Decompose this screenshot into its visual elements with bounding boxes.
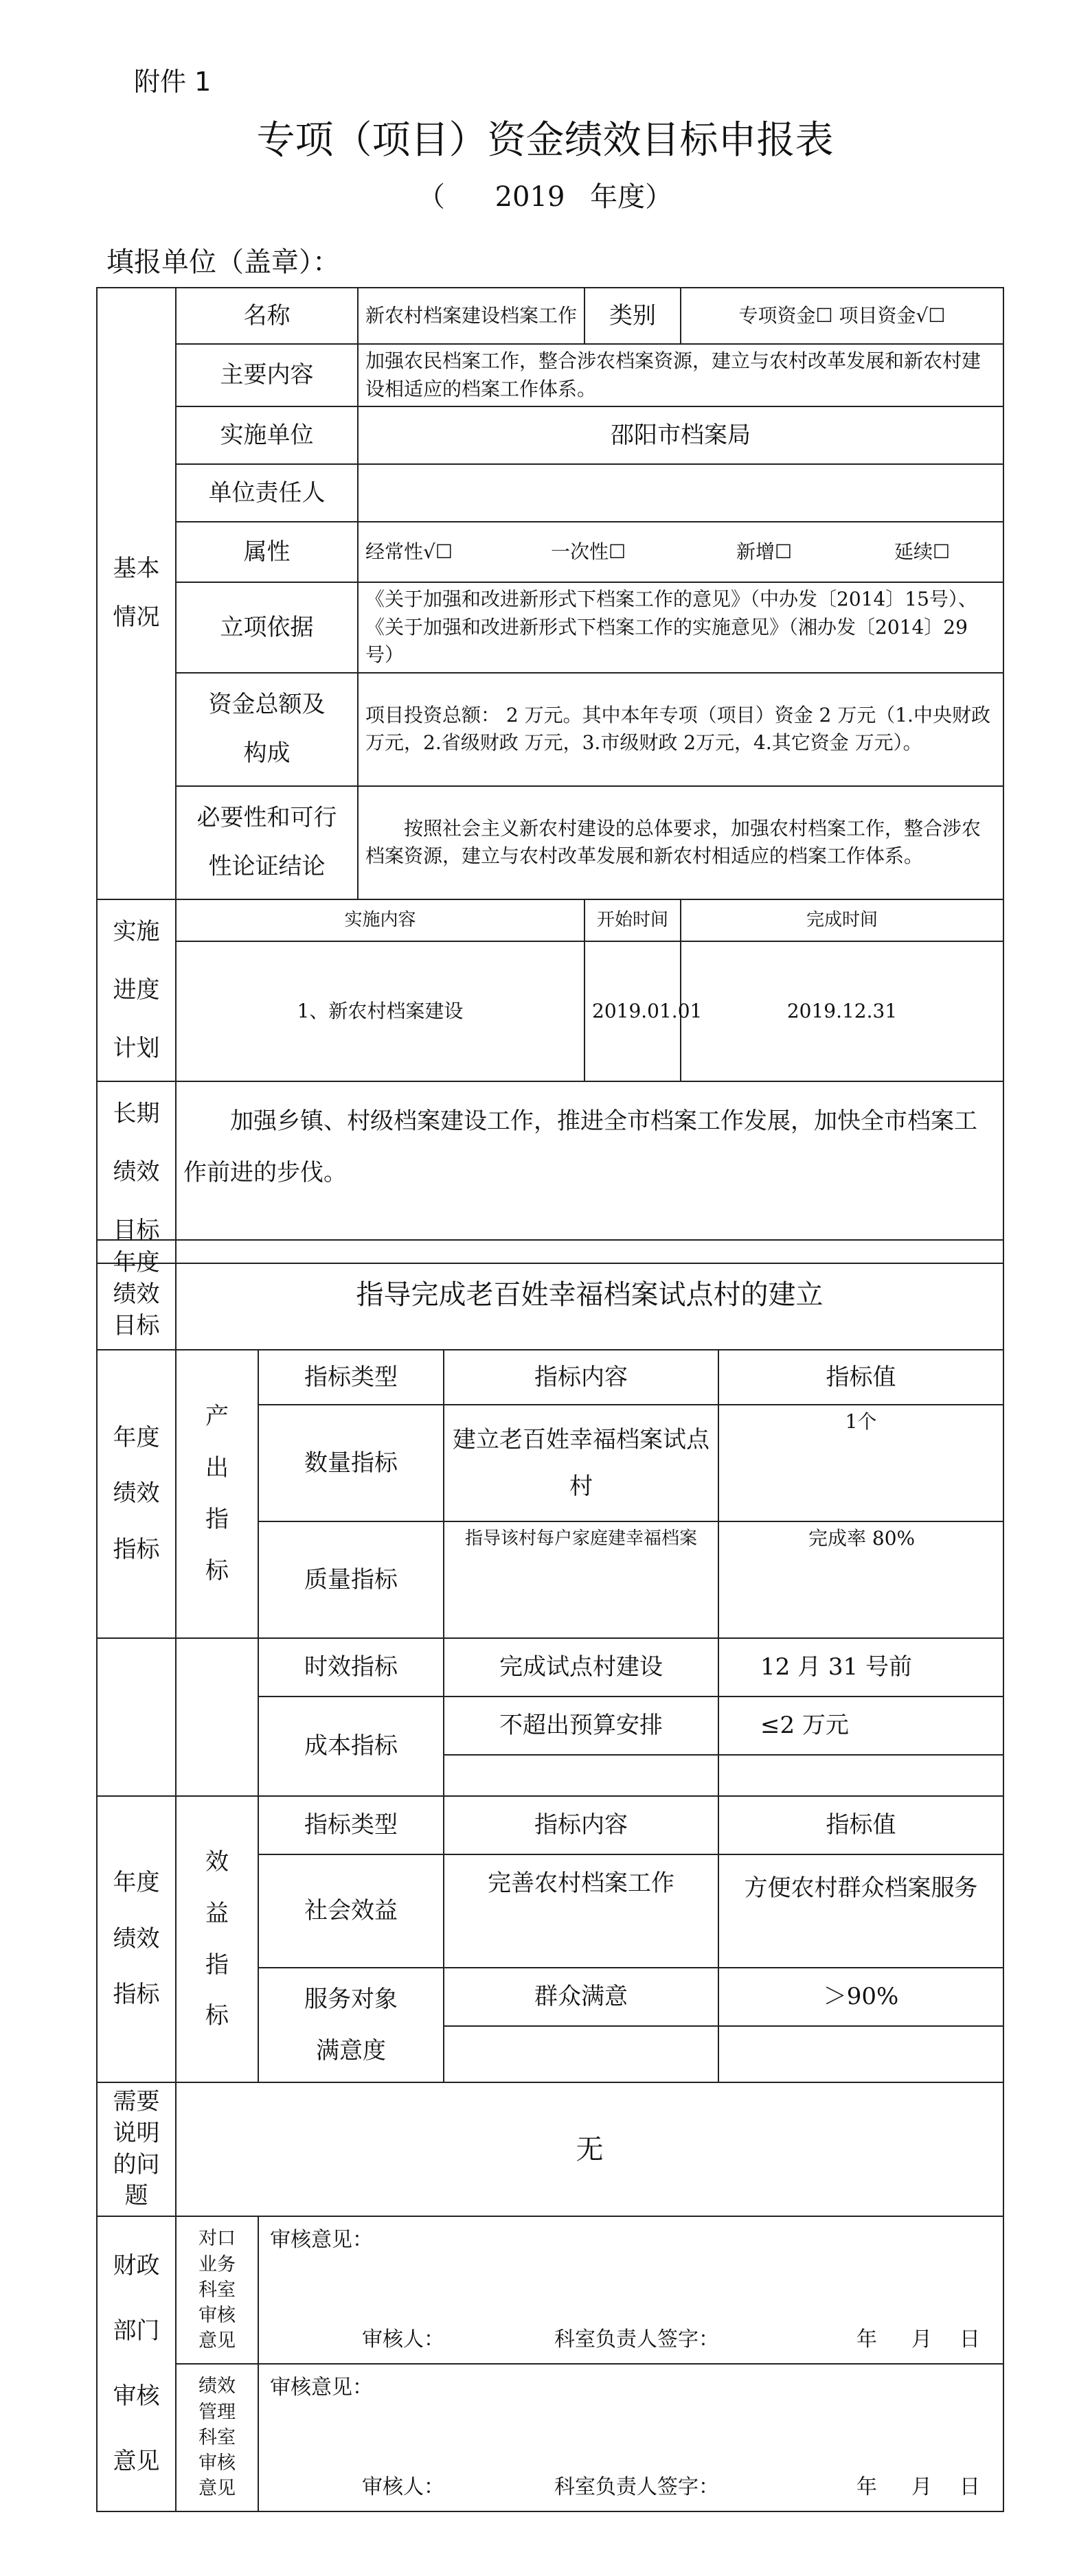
content-value: 加强农民档案工作，整合涉农档案资源，建立与农村改革发展和新农村建设相适应的档案工作体系。 <box>358 344 1003 406</box>
longterm-section-label: 长期 绩效 目标 <box>97 1081 176 1263</box>
cost-type: 成本指标 <box>258 1697 444 1796</box>
review2-opinion-label: 审核意见： <box>270 2376 373 2400</box>
year-open: （ <box>417 181 445 213</box>
basic-info-table <box>96 287 1004 1264</box>
review2-reviewer: 审核人： <box>362 2475 444 2499</box>
basis-label: 立项依据 <box>176 582 358 673</box>
review2-box <box>258 2364 1003 2511</box>
attr-new: 新增☐ <box>736 540 793 563</box>
review1-dept-label: 对口 业务 科室 审核 意见 <box>176 2216 258 2364</box>
attribute-options <box>358 522 1003 582</box>
output-extra-blank-2 <box>176 1638 258 1796</box>
schedule-header-end: 完成时间 <box>681 899 1003 941</box>
review2-head-sign: 科室负责人签字： <box>554 2475 719 2499</box>
attachment-label: 附件 1 <box>134 67 212 97</box>
impl-unit-label: 实施单位 <box>176 406 358 464</box>
social-type: 社会效益 <box>258 1854 444 1968</box>
review1-box <box>258 2216 1003 2364</box>
review2-month: 月 <box>911 2475 932 2499</box>
satisfaction-type: 服务对象 满意度 <box>258 1968 444 2082</box>
quality-value: 完成率 80% <box>718 1521 1003 1638</box>
finance-section-label: 财政 部门 审核 意见 <box>97 2216 176 2511</box>
timeliness-type: 时效指标 <box>258 1638 444 1697</box>
review2-dept-label: 绩效 管理 科室 审核 意见 <box>176 2364 258 2511</box>
satisfaction-content-blank <box>444 2026 718 2082</box>
basis-value: 《关于加强和改进新形式下档案工作的意见》（中办发〔2014〕15号）、《关于加强和改进新形式下档案工作的实施意见》（湘办发〔2014〕29号） <box>358 582 1003 673</box>
impl-unit-value: 邵阳市档案局 <box>358 406 1003 464</box>
review2-year: 年 <box>856 2475 877 2499</box>
review1-opinion-label: 审核意见： <box>270 2228 373 2252</box>
funds-value: 项目投资总额： 2 万元。其中本年专项（项目）资金 2 万元（1.中央财政 万元，2.省级财政 万元，3.市级财政 2万元，4.其它资金 万元）。 <box>358 673 1003 786</box>
review1-year: 年 <box>856 2327 877 2351</box>
notes-text: 无 <box>176 2082 1003 2216</box>
cost-content-blank <box>444 1755 718 1796</box>
category-value: 专项资金☐ 项目资金√☐ <box>681 288 1003 344</box>
quantity-content: 建立老百姓幸福档案试点村 <box>444 1405 718 1521</box>
schedule-row-end: 2019.12.31 <box>681 941 1003 1081</box>
form-year <box>0 175 1090 214</box>
name-label: 名称 <box>176 288 358 344</box>
filling-unit-label: 填报单位（盖章）： <box>106 246 340 278</box>
benefit-header-value: 指标值 <box>718 1796 1003 1854</box>
annual-goal-text: 指导完成老百姓幸福档案试点村的建立 <box>176 1240 1003 1350</box>
review1-month: 月 <box>911 2327 932 2351</box>
review1-reviewer: 审核人： <box>362 2327 444 2351</box>
performance-table <box>96 1239 1004 2512</box>
schedule-row-start: 2019.01.01 <box>584 941 681 1081</box>
satisfaction-value: ＞90% <box>718 1968 1003 2026</box>
output-section-label: 年度 绩效 指标 <box>97 1350 176 1638</box>
benefit-header-type: 指标类型 <box>258 1796 444 1854</box>
content-label: 主要内容 <box>176 344 358 406</box>
cost-content: 不超出预算安排 <box>444 1697 718 1755</box>
annual-goal-section-label: 年度 绩效 目标 <box>97 1240 176 1350</box>
schedule-section-label: 实施 进度 计划 <box>97 899 176 1081</box>
responsible-label: 单位责任人 <box>176 464 358 522</box>
attr-continued: 延续☐ <box>894 540 951 563</box>
schedule-header-content: 实施内容 <box>176 899 584 941</box>
form-title: 专项（项目）资金绩效目标申报表 <box>256 118 834 163</box>
output-header-content: 指标内容 <box>444 1350 718 1405</box>
benefit-header-content: 指标内容 <box>444 1796 718 1854</box>
necessity-label: 必要性和可行 性论证结论 <box>176 786 358 899</box>
attribute-label: 属性 <box>176 522 358 582</box>
output-sub-label: 产 出 指 标 <box>176 1350 258 1638</box>
cost-value-blank <box>718 1755 1003 1796</box>
cost-value: ≤2 万元 <box>718 1697 1003 1755</box>
schedule-row-content: 1、新农村档案建设 <box>176 941 584 1081</box>
timeliness-value: 12 月 31 号前 <box>718 1638 1003 1697</box>
satisfaction-value-blank <box>718 2026 1003 2082</box>
benefit-sub-label: 效 益 指 标 <box>176 1796 258 2082</box>
year-label: 年度） <box>590 181 673 213</box>
schedule-header-start: 开始时间 <box>584 899 681 941</box>
quantity-value: 1个 <box>718 1405 1003 1521</box>
output-header-type: 指标类型 <box>258 1350 444 1405</box>
quality-type: 质量指标 <box>258 1521 444 1638</box>
category-label: 类别 <box>584 288 681 344</box>
social-value: 方便农村群众档案服务 <box>718 1854 1003 1968</box>
output-extra-blank-1 <box>97 1638 176 1796</box>
funds-label: 资金总额及 构成 <box>176 673 358 786</box>
social-content: 完善农村档案工作 <box>444 1854 718 1968</box>
review1-head-sign: 科室负责人签字： <box>554 2327 719 2351</box>
satisfaction-content: 群众满意 <box>444 1968 718 2026</box>
year-value: 2019 <box>495 181 565 213</box>
review1-day: 日 <box>960 2327 980 2351</box>
output-header-value: 指标值 <box>718 1350 1003 1405</box>
quantity-type: 数量指标 <box>258 1405 444 1521</box>
attr-onetime: 一次性☐ <box>551 540 626 563</box>
responsible-value <box>358 464 1003 522</box>
name-value: 新农村档案建设档案工作 <box>358 288 584 344</box>
quality-content: 指导该村每户家庭建幸福档案 <box>444 1521 718 1638</box>
necessity-value: 按照社会主义新农村建设的总体要求，加强农村档案工作，整合涉农档案资源，建立与农村改革发展和新农村相适应的档案工作体系。 <box>358 786 1003 899</box>
longterm-text: 加强乡镇、村级档案建设工作，推进全市档案工作发展，加快全市档案工作前进的步伐。 <box>176 1081 1003 1263</box>
basic-section-label: 基本 情况 <box>97 288 176 899</box>
timeliness-content: 完成试点村建设 <box>444 1638 718 1697</box>
notes-section-label: 需要 说明 的问 题 <box>97 2082 176 2216</box>
benefit-section-label: 年度 绩效 指标 <box>97 1796 176 2082</box>
attr-regular: 经常性√☐ <box>365 540 453 563</box>
review2-day: 日 <box>960 2475 980 2499</box>
